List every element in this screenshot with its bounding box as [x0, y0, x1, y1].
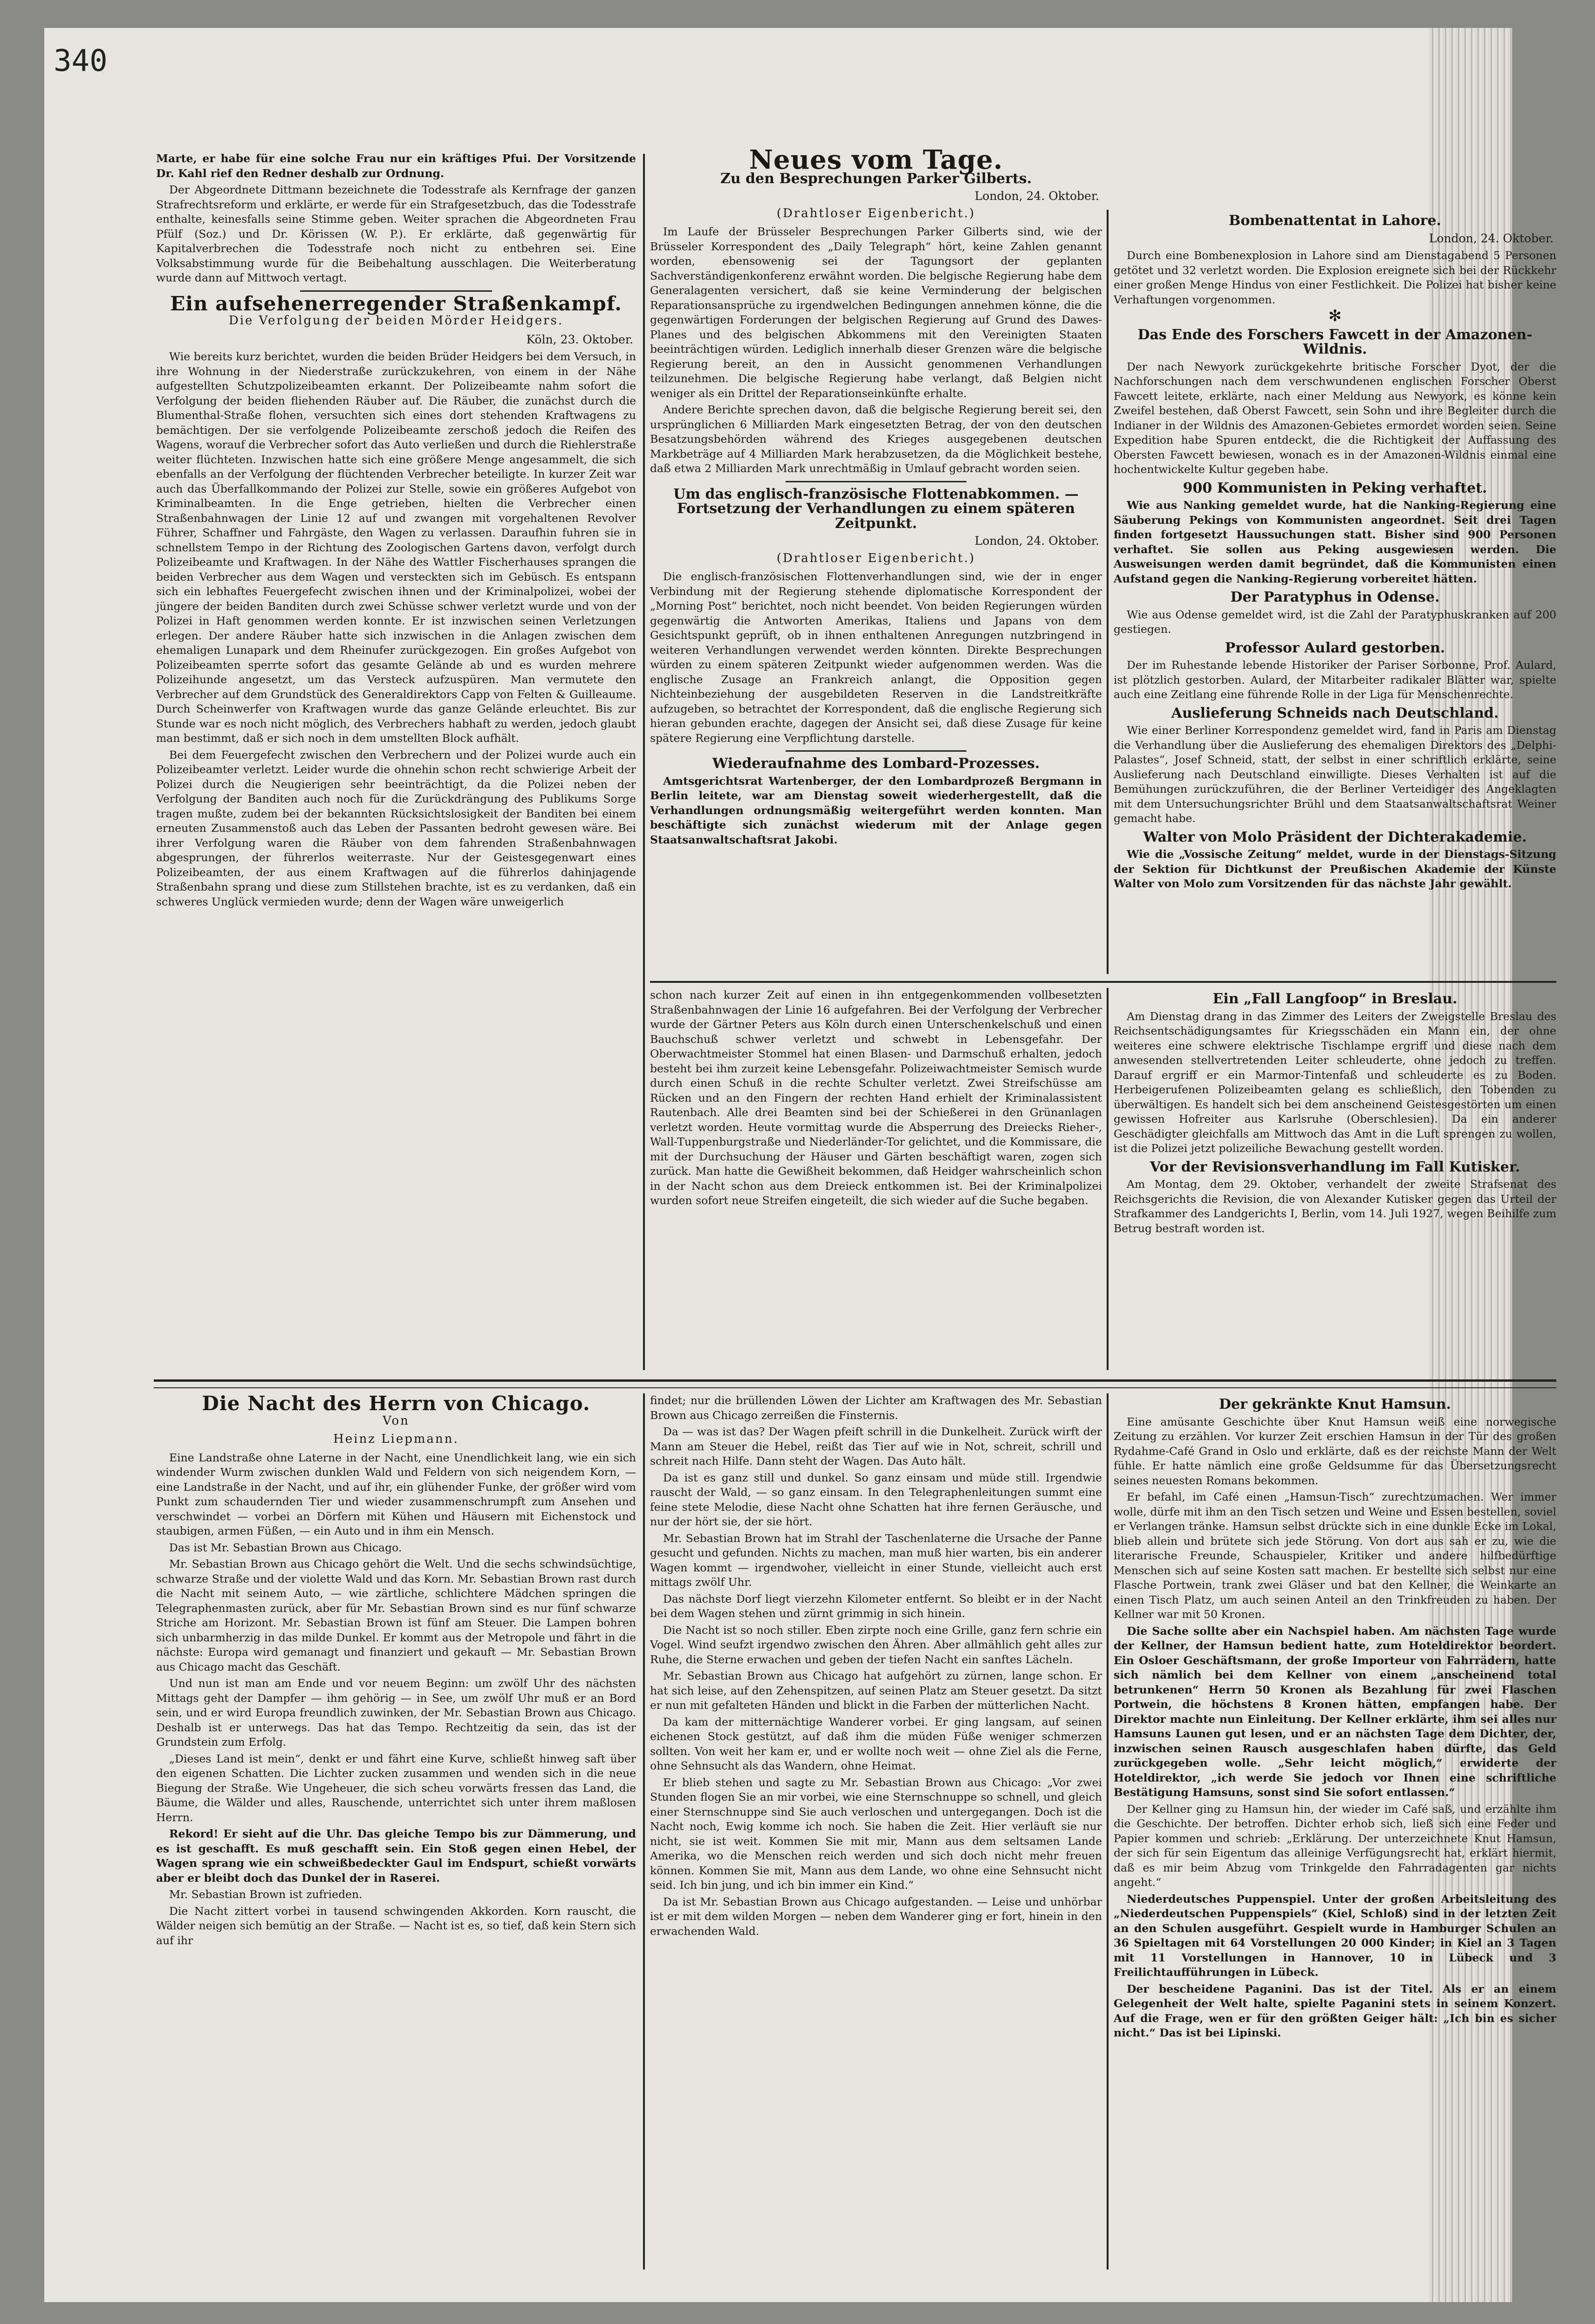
newspaper-page: [44, 28, 1556, 2302]
paragraph: Die Nacht zittert vorbei in tausend schwingenden Akkorden. Korn rauscht, die Wälder neigen sich bemütig an der Straße. — Nacht ist es, so tief, daß kein Stern sich auf ihr: [156, 1904, 636, 1947]
article-title: Wiederaufnahme des Lombard-Prozesses.: [712, 755, 1040, 772]
article-title: Das Ende des Forschers Fawcett in der Amazonen-Wildnis.: [1137, 326, 1533, 357]
paragraph: Da ist Mr. Sebastian Brown aus Chicago aufgestanden. — Leise und unhörbar ist er mit dem wilden Morgen — neben dem Wanderer ging er fort, hinein in den erwachenden Wald.: [650, 1895, 1102, 1938]
intro-text: Marte, er habe für eine solche Frau nur ein kräftiges Pfui. Der Vorsitzende Dr. Kahl rief den Redner deshalb zur Ordnung.: [156, 152, 636, 180]
article-title: Professor Aulard gestorben.: [1225, 639, 1445, 656]
paragraph: Der nach Newyork zurückgekehrte britische Forscher Dyot, der die Nachforschungen nach dem verschwundenen englischen Forscher Oberst Fawcett leitete, erklärte, nach einer Meldung aus Newyork, es könne kein Zweifel bestehen, daß Oberst Fawcett, sein Sohn und ihre Begleiter durch die Indianer in der Wildnis des Amazonen-Gebietes ermordet worden seien. Seine Expedition habe Spuren entdeckt, die die Richtigkeit der Auffassung des Obersten Fawcett bewiesen, wonach es in der Amazonen-Wildnis einmal eine hochentwickelte Kultur gegeben habe.: [1114, 360, 1556, 476]
paragraph: Durch eine Bombenexplosion in Lahore sind am Dienstagabend 5 Personen getötet und 32 verletzt worden. Die Explosion ereignete sich bei der Rückkehr einer großen Menge Hindus von einer Festlichkeit. Die Polizei hat bisher keine Verhaftungen vorgenommen.: [1114, 249, 1556, 306]
paragraph: Da ist es ganz still und dunkel. So ganz einsam und müde still. Irgendwie rauscht der Wald, — so ganz einsam. In den Telegraphenleitungen summt eine feine stete Melodie, diese Nacht ohne Schatten hat ihre fernen Geräusche, und nur der hört sie, der sie hört.: [650, 1471, 1102, 1528]
paragraph: „Dieses Land ist mein“, denkt er und fährt eine Kurve, schließt hinweg saft über den eigenen Schatten. Die Lichter zucken zusammen und wenden sich in die neue Biegung der Straße. Wie Ungeheuer, die sich scheu vorwärts fressen das Land, die Bäume, die Wälder und alles, Rauschende, unterrichtet sich unter ihrem maßlosen Herrn.: [156, 1752, 636, 1824]
story-author: Heinz Liepmann.: [333, 1432, 459, 1446]
divider: [786, 750, 966, 752]
column-rule: [643, 1393, 645, 2269]
article-title: Auslieferung Schneids nach Deutschland.: [1171, 705, 1499, 721]
column-rule: [1107, 988, 1109, 1370]
paragraph: Der im Ruhestande lebende Historiker der Pariser Sorbonne, Prof. Aulard, ist plötzlich gestorben. Aulard, der Mitarbeiter radikaler Blätter war, spielte auch eine Zeitlang eine führende Rolle in der Liga für Menschenrechte.: [1114, 658, 1556, 701]
source-note: (Drahtloser Eigenbericht.): [776, 206, 976, 220]
article-title: Bombenattentat in Lahore.: [1229, 213, 1441, 229]
paragraph: Bei dem Feuergefecht zwischen den Verbrechern und der Polizei wurde auch ein Polizeibeamter verletzt. Leider wurde die ohnehin schon recht schwierige Arbeit der Polizei durch die Neugierigen sehr beeinträchtigt, da die Polizei neben der Verfolgung der Banditen auch noch für die Zurückdrängung des Publikums Sorge tragen mußte, zudem bei der bekannten Rücksichtslosigkeit der Banditen bei einem erneuten Zusammenstoß auch das Leben der Passanten bedroht gewesen wäre. Bei ihrer Verfolgung waren die Räuber von dem fahrenden Straßenbahnwagen abgesprungen, der führerlos weiterraste. Nur der Geistesgegenwart eines Polizeibeamten, der aus einem Kraftwagen auf die führerlos dahinjagende Straßenbahn sprang und diese zum Stillstehen brachte, ist es zu verdanken, daß ein schweres Unglück vermieden wurde; denn der Wagen wäre unweigerlich: [156, 748, 636, 908]
page-divider: [154, 1379, 1556, 1388]
paragraph: Er befahl, im Café einen „Hamsun-Tisch“ zurechtzumachen. Wer immer wolle, dürfe mit ihm an den Tisch setzen und Weine und Essen bestellen, soviel er Verlangen tränke. Hamsun selbst drückte sich in eine dunkle Ecke im Lokal, blieb allein und brütete sich jede Störung. Von dort aus sah er zu, wie die literarische Freunde, Schauspieler, Kritiker und andere hilfbedürftige Menschen sich auf seine Kosten satt machen. Er bestellte sich selbst nur eine Flasche Portwein, trank zwei Gläser und bat den Kellner, die Weinkarte an einen Tisch Platz, um auch seinen Anteil an den Trinkfreuden zu haben. Der Kellner war mit 50 Kronen.: [1114, 1490, 1556, 1621]
paragraph: Die Nacht ist so noch stiller. Eben zirpte noch eine Grille, ganz fern schrie ein Vogel. Wind seufzt irgendwo zwischen den Ähren. Aber allmählich geht alles zur Ruhe, die Sterne erwachen und geben der tiefen Nacht ein sanftes Lächeln.: [650, 1623, 1102, 1666]
column-rule: [643, 154, 645, 1370]
paragraph: Und nun ist man am Ende und vor neuem Beginn: um zwölf Uhr des nächsten Mittags geht der Dampfer — ihm gehörig — in See, um zwölf Uhr muß er an Bord sein, und er wird Europa freundlich zuwinken, der Mr. Sebastian Brown aus Chicago. Deshalb ist er unterwegs. Das hat das Tempo. Rechtzeitig da sein, das ist der Grundstein zum Erfolg.: [156, 1677, 636, 1748]
story-left: [156, 1393, 636, 1950]
article-title: 900 Kommunisten in Peking verhaftet.: [1183, 480, 1487, 496]
paragraph: Mr. Sebastian Brown ist zufrieden.: [169, 1888, 363, 1901]
column-rule: [1107, 1393, 1109, 2269]
divider: [786, 481, 966, 482]
paragraph: Da — was ist das? Der Wagen pfeift schrill in die Dunkelheit. Zurück wirft der Mann am Steuer die Hebel, reißt das Tier auf wie in Not, schreit, schrill und schreit nach Hilfe. Dann steht der Wagen. Das Auto hält.: [650, 1425, 1102, 1467]
source-note: (Drahtloser Eigenbericht.): [776, 551, 976, 565]
paragraph: Das ist Mr. Sebastian Brown aus Chicago.: [169, 1541, 402, 1554]
paragraph: Wie aus Nanking gemeldet wurde, hat die Nanking-Regierung eine Säuberung Pekings von Kommunisten angeordnet. Seit drei Tagen finden fortgesetzt Haussuchungen statt. Bisher sind 900 Personen verhaftet. Sie sollen aus Peking ausgewiesen werden. Die Ausweisungen werden damit begründet, daß die Kommunisten einen Aufstand gegen die Nanking-Regierung vorbereitet hätten.: [1114, 499, 1556, 585]
paragraph: Der Abgeordnete Dittmann bezeichnete die Todesstrafe als Kernfrage der ganzen Strafrechtsreform und erklärte, er werde für ein Strafgesetzbuch, das die Todesstrafe enthalte, keinesfalls seine Stimme geben. Weiter sprachen die Abgeordneten Frau Pfülf (Soz.) und Dr. Körissen (W. P.). Er erklärte, daß gegenwärtig für Kapitalverbrechen die Todesstrafe noch nicht zu entbehren sei. Eine Volksabstimmung wurde für die Beibehaltung ausschlagen. Die Weiterberatung wurde dann auf Mittwoch vertagt.: [156, 183, 636, 284]
column-left: [156, 151, 636, 911]
paragraph: Eine Landstraße ohne Laterne in der Nacht, eine Unendlichkeit lang, wie ein sich windender Wurm zwischen dunklen Wald und Feldern von sich neigendem Korn, — eine Landstraße in der Nacht, und auf ihr, ein glühender Funke, der größer wird vom Punkt zum schaudernden Tier und wieder zusammenschrumpft zum Ansehen und verschwindet — vorbei an Dörfern mit Kühen und Häusern mit Eichenstock und staubigen, armen Füßen, — ein Auto und in ihm ein Mensch.: [156, 1451, 636, 1537]
article-title: Zu den Besprechungen Parker Gilberts.: [720, 170, 1032, 187]
column-middle: [650, 144, 1102, 849]
paragraph: Die Sache sollte aber ein Nachspiel haben. Am nächsten Tage wurde der Kellner, der Hamsun bedient hatte, zum Hoteldirektor beordert. Ein Osloer Geschäftsmann, der große Importeur von Fahrrädern, hatte sich nämlich bei dem Kellner von einem „anscheinend total betrunkenen“ Herrn 50 Kronen als Bezahlung für zwei Flaschen Portwein, die höchstens 8 Kronen hätten, empfangen habe. Der Direktor machte nun Einleitung. Der Kellner erklärte, ihm sei alles nur Hamsuns Launen gut lesen, und er an nächsten Tage dem Dichter, der, inzwischen seinen Rausch ausgeschlafen haben dürfte, das Geld zurückgegeben wolle. „Sehr leicht möglich,“ erwiderte der Hoteldirektor, „ich werde Sie jedoch vor Ihnen eine schriftliche Bestätigung Hamsuns, sonst sind Sie sofort entlassen.“: [1114, 1624, 1556, 1799]
paragraph: Amtsgerichtsrat Wartenberger, der den Lombardprozeß Bergmann in Berlin leitete, war am Dienstag soweit wiederhergestellt, daß die Verhandlungen ordnungsmäßig weitergeführt werden konnten. Man beschäftigte sich zunächst wiederum mit der Anlage gegen Staatsanwaltschaftsrat Jakobi.: [650, 774, 1102, 846]
article-title: Der Paratyphus in Odense.: [1230, 589, 1440, 605]
paragraph: Mr. Sebastian Brown aus Chicago hat aufgehört zu zürnen, lange schon. Er hat sich leise, auf den Zehenspitzen, auf seinen Platz am Steuer gesetzt. Da sitzt er nun mit gefalteten Händen und blickt in die Farben der mütterlichen Nacht.: [650, 1669, 1102, 1712]
dateline: London, 24. Oktober.: [1429, 231, 1554, 245]
paragraph: Niederdeutsches Puppenspiel. Unter der großen Arbeitsleitung des „Niederdeutschen Puppenspiels“ (Kiel, Schloß) sind in der letzten Zeit an den Schulen ausgeführt. Gespielt wurde in Hamburger Schulen an 36 Spieltagen mit 64 Vorstellungen 20 000 Kinder; in Kiel an 3 Tagen mit 11 Vorstellungen in Hannover, 10 in Lübeck und 3 Freilichtaufführungen in Lübeck.: [1114, 1892, 1556, 1979]
paragraph: Rekord! Er sieht auf die Uhr. Das gleiche Tempo bis zur Dämmerung, und es ist geschafft. Es muß geschafft sein. Ein Stoß gegen einen Hebel, der Wagen sprang wie ein schweißbedeckter Gaul im Endspurt, schießt vorwärts aber er bleibt doch das Dunkel der in Raserei.: [156, 1827, 636, 1885]
paragraph: Die englisch-französischen Flottenverhandlungen sind, wie der in enger Verbindung mit der Regierung stehende diplomatische Korrespondent der „Morning Post“ berichtet, noch nicht beendet. Von beiden Regierungen würden gegenwärtig die Antworten Amerikas, Italiens und Japans von dem Gesichtspunkt geprüft, ob in ihnen enthaltenen Anregungen nutzbringend in weiteren Verhandlungen verwendet werden könnten. Direkte Besprechungen würden zu einem späteren Zeitpunkt wieder aufgenommen werden. Was die englische Zusage an Frankreich anlangt, die Opposition gegen Nichteinbeziehung der ausgebildeten Reserven in die Landstreitkräfte aufzugeben, so betrachtet der Korrespondent, daß die englische Regierung sich hieran gebunden erachte, dagegen der Ansicht sei, daß diese Zusage für keine spätere Regierung eine Verpflichtung darstelle.: [650, 570, 1102, 745]
paragraph: Eine amüsante Geschichte über Knut Hamsun weiß eine norwegische Zeitung zu erzählen. Vor kurzer Zeit erschien Hamsun in der Tür des großen Rydahme-Café Grand in Oslo und erklärte, daß es der reichste Mann der Welt fühle. Er hatte nämlich eine große Geldsumme für das Übersetzungsrecht seines neuesten Romans bekommen.: [1114, 1415, 1556, 1487]
story-right: [1114, 1393, 1556, 2043]
paragraph: Wie einer Berliner Korrespondenz gemeldet wird, fand in Paris am Dienstag die Verhandlung über die Auslieferung des ehemaligen Direktors des „Delphi-Palastes“, Josef Schneid, statt, der selbst in einer schriftlich erklärte, seine Auslieferung nach Deutschland einwilligte. Dieses Verhalten ist auf die Bemühungen zurückzuführen, die der Berliner Verteidiger des Angeklagten mit dem Untersuchungsrichter Brühl und dem Staatsanwaltschaftsrat Weiner gemacht habe.: [1114, 724, 1556, 825]
section-title: Neues vom Tage.: [749, 144, 1003, 175]
dateline: London, 24. Oktober.: [974, 534, 1099, 548]
paragraph: Andere Berichte sprechen davon, daß die belgische Regierung bereit sei, den ursprünglichen 6 Milliarden Mark eingesetzten Betrag, der von den deutschen Besatzungsbehörden während des Krieges ausgegebenen deutschen Markbeträge auf 4 Milliarden Mark herabzusetzen, da die Möglichkeit bestehe, daß etwa 2 Milliarden Mark unrechtmäßig in Umlauf gebracht worden seien.: [650, 403, 1102, 475]
mid-left-continuation: [650, 988, 1102, 1210]
article-title: Ein „Fall Langfoop“ in Breslau.: [1212, 991, 1458, 1007]
paragraph: Am Montag, dem 29. Oktober, verhandelt der zweite Strafsenat des Reichsgerichts die Revision, die von Alexander Kutisker gegen das Urteil der Strafkammer des Landgerichts I, Berlin, vom 14. Juli 1927, wegen Beihilfe zum Betrug bestraft worden ist.: [1114, 1178, 1556, 1235]
paragraph: Wie bereits kurz berichtet, wurden die beiden Brüder Heidgers bei dem Versuch, in ihre Wohnung in der Niederstraße zurückzukehren, von einem in der Nähe aufgestellten Schutzpolizeibeamten erkannt. Der Polizeibeamte nahm sofort die Verfolgung der beiden fliehenden Räuber auf. Die Räuber, die zunächst durch die Blumenthal-Straße flohen, versuchten sich eines dort stehenden Kraftwagens zu bemächtigen. Der sie verfolgende Polizeibeamte zerschoß jedoch die Reifen des Wagens, worauf die Verbrecher sofort das Auto verließen und durch die Riehlerstraße weiter flüchteten. Inzwischen hatte sich eine größere Menge angesammelt, die sich ebenfalls an der Verfolgung der flüchtenden Verbrecher beteiligte. In kurzer Zeit war auch das Überfallkommando der Polizei zur Stelle, sowie ein größeres Aufgebot von Kriminalbeamten. In die Enge getrieben, hielten die Verbrecher einen Straßenbahnwagen der Linie 12 auf und zwangen mit vorgehaltenen Revolver Führer, Schaffner und Fahrgäste, den Wagen zu verlassen. Daraufhin fuhren sie in schnellstem Tempo in der Richtung des Zoologischen Gartens davon, verfolgt durch Polizeibeamte und Kraftwagen. In der Nähe des Wattler Fischerhauses sprangen die beiden Verbrecher aus dem Wagen und versteckten sich im Gebüsch. Es entspann sich ein lebhaftes Feuergefecht zwischen ihnen und der Kriminalpolizei, wobei der jüngere der beiden Banditen durch zwei Schüsse schwer verletzt wurde und von der Polizei in Haft genommen werden konnte. Er ist inzwischen seinen Verletzungen erlegen. Der andere Räuber hatte sich inzwischen in die Anlagen zwischen dem ehemaligen Lunapark und dem Rheinufer zurückgezogen. Ein großes Aufgebot von Polizeibeamten sperrte sofort das gesamte Gelände ab und es wurden mehrere Polizeihunde angesetzt, um das Versteck aufzuspüren. Man vermutete den Verbrecher auf dem Grundstück des Generaldirektors Capp von Felten & Guilleaume. Durch Scheinwerfer von Kraftwagen wurde das ganze Gelände erleuchtet. Bis zur Stunde war es noch nicht möglich, des Verbrechers habhaft zu werden, jedoch glaubt man bestimmt, daß er sich noch in dem umstellten Block aufhält.: [156, 350, 636, 745]
paragraph: Da kam der mitternächtige Wanderer vorbei. Er ging langsam, auf seinen eichenen Stock gestützt, auf daß ihm die müden Füße weniger schmerzen sollten. Von weit her kam er, und er wollte noch weit — ohne Ziel als die Ferne, ohne Sehnsucht als das Wandern, ohne Heimat.: [650, 1715, 1102, 1772]
section-rule: [650, 981, 1556, 983]
paragraph: Der bescheidene Paganini. Das ist der Titel. Als er an einem Gelegenheit der Welt halte, spielte Paganini stets in seinem Konzert. Auf die Frage, wen er für den größten Geiger hält: „Ich bin es sicher nicht.“ Das ist bei Lipinski.: [1114, 1982, 1556, 2039]
paragraph: Der Kellner ging zu Hamsun hin, der wieder im Café saß, und erzählte ihm die Geschichte. Der betroffen. Dichter erhob sich, ließ sich eine Feder und Papier kommen und schrieb: „Erklärung. Der unterzeichnete Knut Hamsun, der sich für sein Eigentum das alleinige Verfügungsrecht hat, erklärt hiermit, daß es mir beim Abzug vom Trinkgelde den Fahrradagenten gar nichts angeht.“: [1114, 1802, 1556, 1889]
paragraph: Mr. Sebastian Brown hat im Strahl der Taschenlaterne die Ursache der Panne gesucht und gefunden. Nichts zu machen, man muß hier warten, bis ein anderer Wagen kommt — irgendwoher, vielleicht in einer Stunde, vielleicht auch erst mittags zwölf Uhr.: [650, 1531, 1102, 1589]
paragraph: schon nach kurzer Zeit auf einen in ihn entgegenkommenden vollbesetzten Straßenbahnwagen der Linie 16 aufgefahren. Bei der Verfolgung der Verbrecher wurde der Gärtner Peters aus Köln durch einen Unterschenkelschuß und einen Bauchschuß schwer verletzt und schwebt in Lebensgefahr. Der Oberwachtmeister Stommel hat einen Blasen- und Darmschuß erhalten, jedoch besteht bei ihm zurzeit keine Lebensgefahr. Polizeiwachtmeister Semisch wurde durch einen Schuß in die rechte Schulter verletzt. Zwei Streifschüsse am Rücken und an den Fingern der rechten Hand erhielt der Kriminalassistent Rautenbach. Alle drei Beamten sind bei der Schießerei in den Grünanlagen verletzt worden. Heute vormittag wurde die Absperrung des Dreiecks Rieher-, Wall-Tuppenburgstraße und Niederländer-Tor gelichtet, und die Kommissare, die mit der Durchsuchung der Häuser und Gärten beschäftigt waren, zogen sich zurück. Man hatte die Gewißheit bekommen, daß Heidger wahrscheinlich schon in der Nacht schon aus dem Dreieck entkommen ist. Bei der Kriminalpolizei wurden sofort neue Streifen eingeteilt, die sich wieder auf die Suche begaben.: [650, 988, 1102, 1207]
column-rule: [1107, 210, 1109, 974]
paragraph: Er blieb stehen und sagte zu Mr. Sebastian Brown aus Chicago: „Vor zwei Stunden flogen Sie an mir vorbei, wie eine Sternschnuppe so schnell, und gleich einer Sternschnuppe sind Sie auch verloschen und untergegangen. Doch ist die Nacht noch, Ewig komme ich noch. Sie haben die Zeit. Hier verläuft sie nur nicht, sie ist weit. Kommen Sie mit mir, Mann aus dem seltsamen Lande Amerika, wo die Menschen reich werden und sich doch nicht mehr freuen können. Kommen Sie mit, Mann aus dem Lande, wo ohne eine Sehnsucht nicht seid. Ich bin jung, und ich bin immer ein Kind.“: [650, 1776, 1102, 1892]
article-subtitle: Die Verfolgung der beiden Mörder Heidgers.: [228, 314, 564, 328]
dateline: London, 24. Oktober.: [974, 189, 1099, 203]
article-title: Walter von Molo Präsident der Dichterakademie.: [1143, 829, 1527, 845]
story-by: Von: [383, 1413, 410, 1428]
column-right: [1114, 210, 1556, 893]
paragraph: Wie die „Vossische Zeitung“ meldet, wurde in der Dienstags-Sitzung der Sektion für Dichtkunst der Preußischen Akademie der Künste Walter von Molo zum Vorsitzenden für das nächste Jahr gewählt.: [1114, 848, 1556, 890]
paragraph: Im Laufe der Brüsseler Besprechungen Parker Gilberts sind, wie der Brüsseler Korrespondent des „Daily Telegraph“ hört, keine Zahlen genannt worden, ebensowenig sei der Tagungsort der geplanten Sachverständigenkonferenz erwähnt worden. Die belgische Regierung habe dem Generalagenten versichert, daß sie keine Verminderung der belgischen Reparationsansprüche zu irgendwelchen Bedingungen annehmen könne, die die gegenwärtigen Forderungen der belgischen Regierung auf Grund des Dawes-Planes und des belgischen Abkommens mit den Vereinigten Staaten beeinträchtigen würden. Lediglich innerhalb dieser Grenzen wäre die belgische Regierung bereit, an den in Aussicht genommenen Verhandlungen teilzunehmen. Die belgische Regierung habe verlangt, daß Belgien nicht weniger als ein Drittel der Reparationseinkünfte erhalte.: [650, 225, 1102, 400]
paragraph: Das nächste Dorf liegt vierzehn Kilometer entfernt. So bleibt er in der Nacht bei dem Wagen stehen und zürnt grimmig in sich hinein.: [650, 1592, 1102, 1620]
separator-star-icon: ✻: [1328, 307, 1342, 325]
story-middle: [650, 1393, 1102, 1940]
paragraph: Mr. Sebastian Brown aus Chicago gehört die Welt. Und die sechs schwindsüchtige, schwarze Straße und der violette Wald und das Korn. Mr. Sebastian Brown rast durch die Nacht mit seinem Auto, — wie zärtliche, schlichtere Mädchen springen die Telegraphenmasten zurück, aber für Mr. Sebastian Brown sind es nur fünf schwarze Striche am Horizont. Mr. Sebastian Brown ist fünf am Steuer. Die Lampen bohren sich unbarmherzig in das milde Dunkel. Er kommt aus der Metropole und fährt in die nächste: Europa wird gemanagt und finanziert und gekauft — Mr. Sebastian Brown aus Chicago macht das Geschäft.: [156, 1557, 636, 1673]
article-title: Ein aufsehenerregender Straßenkampf.: [170, 292, 622, 315]
page-number: 340: [54, 44, 108, 78]
paragraph: Wie aus Odense gemeldet wird, ist die Zahl der Paratyphuskranken auf 200 gestiegen.: [1114, 608, 1556, 636]
paragraph: Am Dienstag drang in das Zimmer des Leiters der Zweigstelle Breslau des Reichsentschädigungsamtes für Kriegsschäden ein Mann ein, der ohne weiteres eine schwere elektrische Tischlampe ergriff und diese nach dem anwesenden stellvertretenden Leiter schleuderte, ohne jedoch zu treffen. Darauf ergriff er ein Marmor-Tintenfaß und schleuderte es zu Boden. Herbeigerufenen Polizeibeamten gelang es schließlich, den Tobenden zu überwältigen. Es handelt sich bei dem anscheinend Geistesgestörten um einen gewissen Hofreiter aus Karlsruhe (Oberschlesien). Da ein anderer Geschädigter gleichfalls am Mittwoch das Amt in die Luft sprengen zu wollen, ist die Polizei jetzt polizeiliche Bewachung gestellt worden.: [1114, 1009, 1556, 1155]
article-title: Vor der Revisionsverhandlung im Fall Kutisker.: [1150, 1159, 1520, 1175]
divider: [300, 290, 492, 292]
article-title: Der gekränkte Knut Hamsun.: [1219, 1396, 1451, 1412]
mid-right-article: [1114, 988, 1556, 1238]
story-title: Die Nacht des Herrn von Chicago.: [202, 1392, 590, 1415]
dateline: Köln, 23. Oktober.: [526, 332, 633, 346]
paragraph: findet; nur die brüllenden Löwen der Lichter am Kraftwagen des Mr. Sebastian Brown aus Chicago zerreißen die Finsternis.: [650, 1394, 1102, 1422]
article-title: Um das englisch-französische Flottenabkommen. — Fortsetzung der Verhandlungen zu einem späteren Zeitpunkt.: [673, 486, 1079, 532]
